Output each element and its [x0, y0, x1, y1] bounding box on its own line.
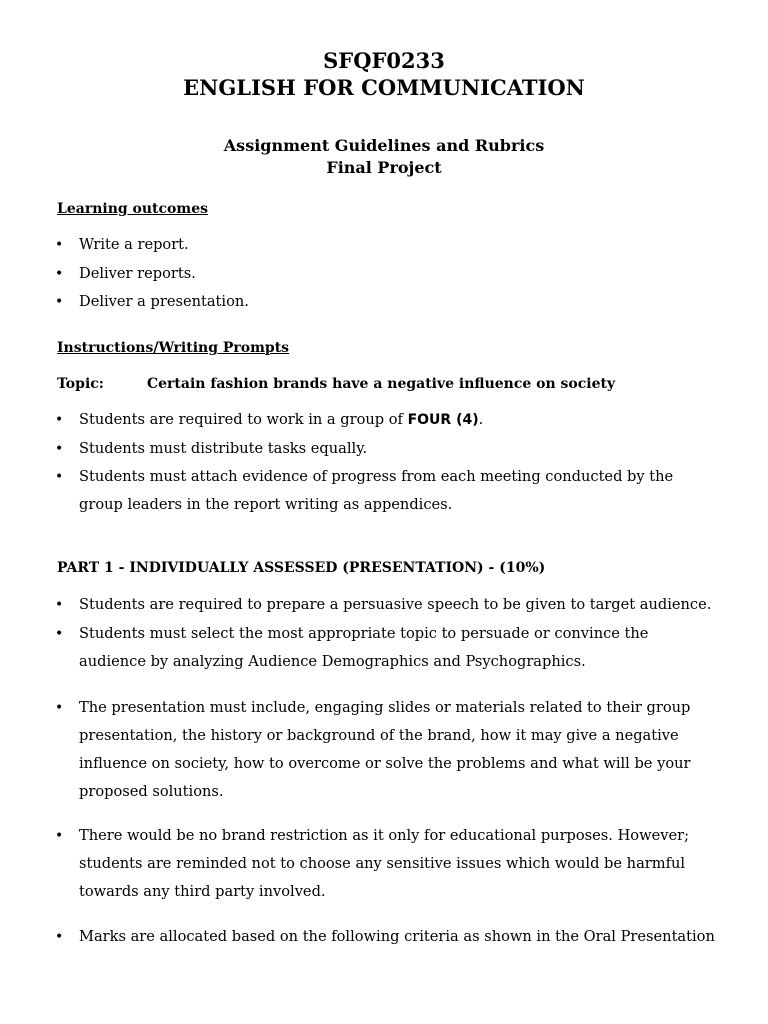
list-item — [55, 822, 705, 906]
list-item — [55, 591, 715, 619]
group-size-number: FOUR (4) — [407, 412, 479, 428]
bullet-icon: • — [55, 929, 64, 945]
list-item — [55, 694, 695, 806]
list-item — [55, 620, 675, 676]
list-item-text: Students must attach evidence of progress from each meeting conducted by the group leaders in the report writing as appendices. — [79, 468, 674, 513]
bullet-icon: • — [55, 237, 64, 253]
list-item-text: Write a report. — [79, 236, 189, 253]
list-item — [55, 463, 695, 519]
group-size-text: Students are required to work in a group of — [79, 411, 408, 428]
topic-text: Certain fashion brands have a negative influence on society — [147, 376, 616, 392]
list-item-text: Students must select the most appropriate topic to persuade or convince the audience by analyzing Audience Demographics and Psychographics. — [79, 625, 649, 670]
group-size-period: . — [478, 411, 484, 428]
instructions-heading: Instructions/Writing Prompts — [57, 340, 290, 356]
list-item-text: The presentation must include, engaging slides or materials related to their group presentation, the history or background of the brand, how it may give a negative influence on society, how to overcome or solve the problems and what will be your proposed solutions. — [79, 699, 691, 800]
list-item — [55, 231, 715, 259]
learning-outcomes-heading: Learning outcomes — [57, 201, 208, 217]
list-item-text: There would be no brand restriction as it only for educational purposes. However; students are reminded not to choose any sensitive issues which would be harmful towards any third party involved. — [79, 827, 689, 900]
bullet-icon: • — [55, 469, 64, 485]
bullet-icon: • — [55, 441, 64, 457]
list-item-text: Deliver a presentation. — [79, 293, 249, 310]
part1-heading: PART 1 - INDIVIDUALLY ASSESSED (PRESENTATION) - (10%) — [57, 560, 546, 576]
list-item — [55, 406, 715, 434]
list-item — [55, 260, 715, 288]
list-item — [55, 288, 715, 316]
bullet-icon: • — [55, 700, 64, 716]
list-item-text — [79, 406, 715, 434]
bullet-icon: • — [55, 266, 64, 282]
course-code: SFQF0233 — [323, 48, 445, 73]
bullet-icon: • — [55, 412, 64, 428]
project-subtitle: Final Project — [326, 158, 442, 177]
bullet-icon: • — [55, 626, 64, 642]
list-item-text: Students are required to prepare a persuasive speech to be given to target audience. — [79, 596, 712, 613]
list-item-text: Deliver reports. — [79, 265, 196, 282]
list-item — [55, 923, 735, 951]
topic-label: Topic: — [57, 376, 104, 392]
list-item — [55, 435, 715, 463]
assignment-subtitle: Assignment Guidelines and Rubrics — [223, 136, 545, 155]
bullet-icon: • — [55, 294, 64, 310]
bullet-icon: • — [55, 828, 64, 844]
list-item-text: Marks are allocated based on the following criteria as shown in the Oral Presentation — [79, 928, 715, 945]
list-item-text: Students must distribute tasks equally. — [79, 440, 368, 457]
bullet-icon: • — [55, 597, 64, 613]
course-title: ENGLISH FOR COMMUNICATION — [183, 75, 585, 100]
